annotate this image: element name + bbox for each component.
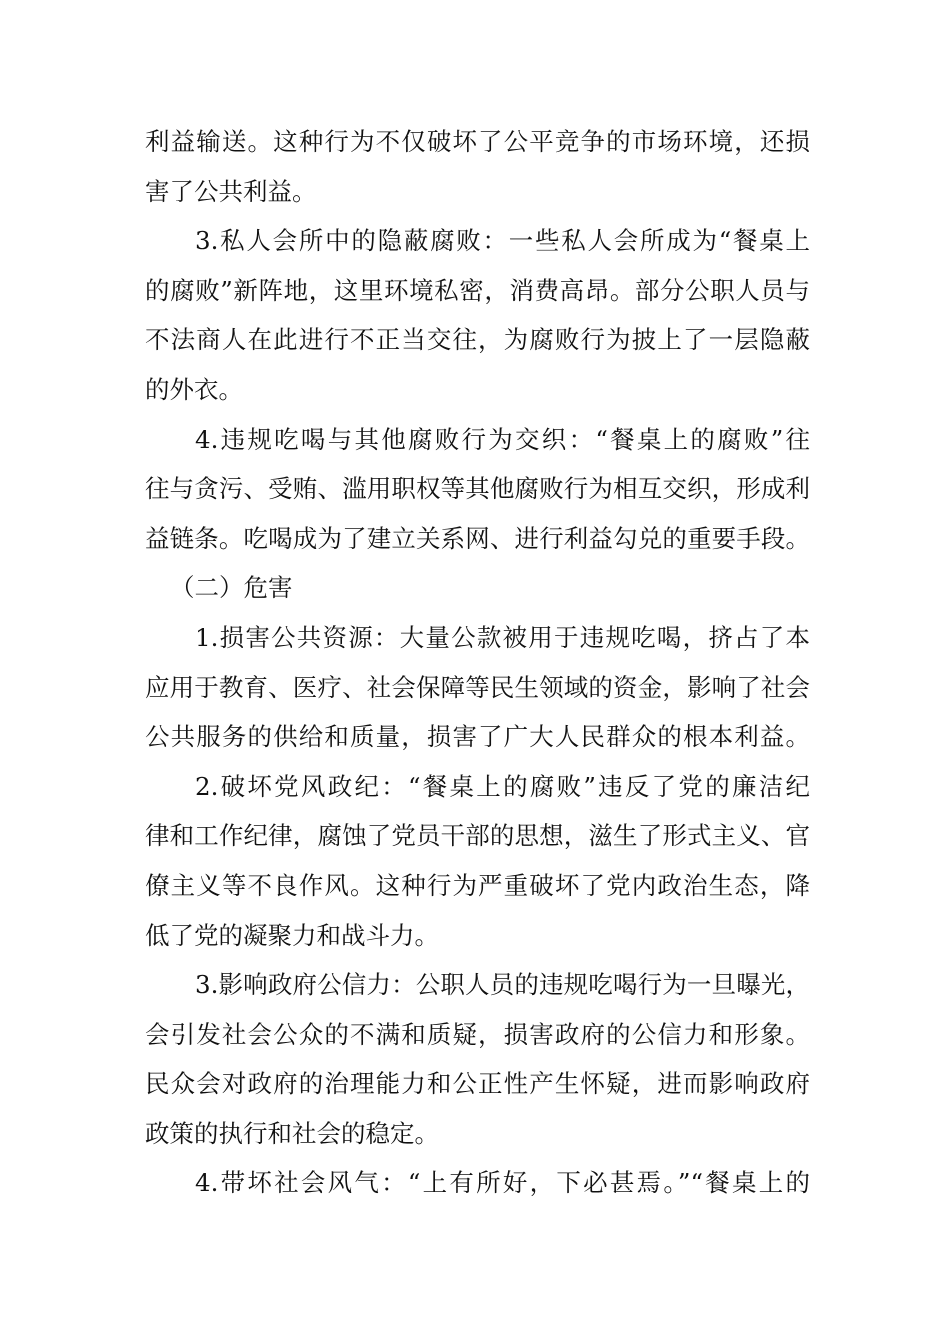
paragraph-3-start: 3.私人会所中的隐蔽腐败：一些私人会所成为“餐桌上 — [195, 226, 810, 256]
text-line-8: 往与贪污、受贿、滥用职权等其他腐败行为相互交织，形成利 — [145, 474, 810, 504]
text-line-15: 律和工作纪律，腐蚀了党员干部的思想，滋生了形式主义、官 — [145, 821, 810, 851]
paragraph-4-start: 4.违规吃喝与其他腐败行为交织：“餐桌上的腐败”往 — [195, 424, 810, 454]
text-line-2: 害了公共利益。 — [145, 176, 317, 206]
text-line-6: 的外衣。 — [145, 374, 243, 404]
harm-3-start: 3.影响政府公信力：公职人员的违规吃喝行为一旦曝光， — [195, 970, 810, 1000]
text-line-9: 益链条。吃喝成为了建立关系网、进行利益勾兑的重要手段。 — [145, 523, 810, 553]
harm-2-start: 2.破坏党风政纪：“餐桌上的腐败”违反了党的廉洁纪 — [195, 771, 810, 801]
harm-1-start: 1.损害公共资源：大量公款被用于违规吃喝，挤占了本 — [195, 622, 810, 652]
text-line-21: 政策的执行和社会的稳定。 — [145, 1118, 439, 1148]
harm-4-start: 4.带坏社会风气：“上有所好，下必甚焉。”“餐桌上的 — [195, 1168, 810, 1198]
text-line-4: 的腐败”新阵地，这里环境私密，消费高昂。部分公职人员与 — [145, 275, 810, 305]
section-heading-harms: （二）危害 — [170, 573, 293, 603]
body-text — [145, 117, 810, 1208]
text-line-19: 会引发社会公众的不满和质疑，损害政府的公信力和形象。 — [145, 1019, 810, 1049]
text-line-5: 不法商人在此进行不正当交往，为腐败行为披上了一层隐蔽 — [145, 325, 810, 355]
text-line-13: 公共服务的供给和质量，损害了广大人民群众的根本利益。 — [145, 722, 810, 752]
text-line-16: 僚主义等不良作风。这种行为严重破坏了党内政治生态，降 — [145, 870, 810, 900]
text-line-20: 民众会对政府的治理能力和公正性产生怀疑，进而影响政府 — [145, 1069, 810, 1099]
text-line-17: 低了党的凝聚力和战斗力。 — [145, 920, 439, 950]
text-line-12: 应用于教育、医疗、社会保障等民生领域的资金，影响了社会 — [145, 672, 810, 702]
text-line-1: 利益输送。这种行为不仅破坏了公平竞争的市场环境，还损 — [145, 127, 810, 156]
